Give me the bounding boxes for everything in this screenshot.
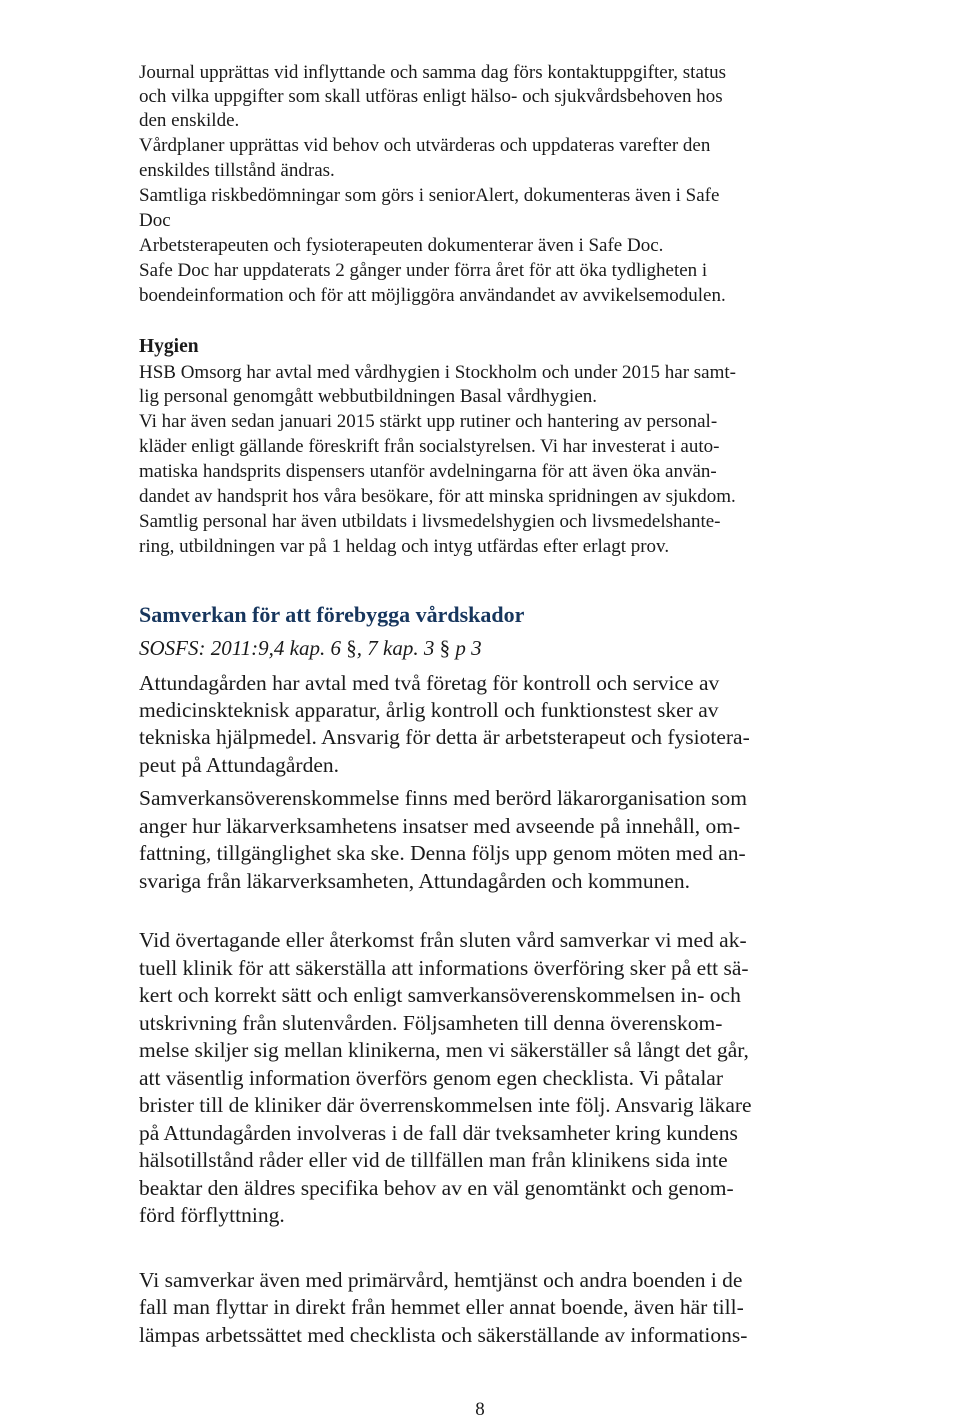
text-line: tekniska hjälpmedel. Ansvarig för detta är arbetsterapeut och fysiotera- xyxy=(139,725,750,749)
text-line: kert och korrekt sätt och enligt samverkansöverenskommelsen in- och xyxy=(139,983,741,1007)
text-line: lämpas arbetssättet med checklista och säkerställande av informations- xyxy=(139,1323,748,1347)
regulation-reference xyxy=(139,635,482,662)
text-line: peut på Attundagården. xyxy=(139,753,340,777)
paragraph-sign: § xyxy=(439,636,451,660)
text-line: medicinskteknisk apparatur, årlig kontroll och funktionstest sker av xyxy=(139,698,719,722)
text-line: utskrivning från slutenvården. Följsamheten till denna överenskom- xyxy=(139,1011,723,1035)
reference-text: SOSFS: 2011:9,4 kap. 6 xyxy=(139,636,347,660)
text-line: Vårdplaner upprättas vid behov och utvärderas och uppdateras varefter den xyxy=(139,135,711,156)
text-line: lig personal genomgått webbutbildningen Basal vårdhygien. xyxy=(139,386,598,407)
text-line: kläder enligt gällande föreskrift från socialstyrelsen. Vi har investerat i auto- xyxy=(139,436,720,457)
text-line: enskildes tillstånd ändras. xyxy=(139,160,335,181)
text-line: HSB Omsorg har avtal med vårdhygien i Stockholm och under 2015 har samt- xyxy=(139,362,736,383)
text-line: boendeinformation och för att möjliggöra användandet av avvikelsemodulen. xyxy=(139,285,726,306)
text-line: Samverkansöverenskommelse finns med berörd läkarorganisation som xyxy=(139,786,748,810)
text-line: melse skiljer sig mellan klinikerna, men vi säkerställer så långt det går, xyxy=(139,1038,749,1062)
text-line: tuell klinik för att säkerställa att informations överföring sker på ett sä- xyxy=(139,956,749,980)
text-line: på Attundagården involveras i de fall där tveksamheter kring kundens xyxy=(139,1121,738,1145)
text-line: hälsotillstånd råder eller vid de tillfällen man från klinikens sida inte xyxy=(139,1148,728,1172)
text-line: och vilka uppgifter som skall utföras enligt hälso- och sjukvårdsbehoven hos xyxy=(139,86,723,107)
reference-text: p 3 xyxy=(450,636,482,660)
reference-text: , 7 kap. 3 xyxy=(356,636,440,660)
text-line: beaktar den äldres specifika behov av en väl genomtänkt och genom- xyxy=(139,1176,734,1200)
text-line: dandet av handsprit hos våra besökare, för att minska spridningen av sjukdom. xyxy=(139,486,736,507)
text-line: fall man flyttar in direkt från hemmet eller annat boende, även här till- xyxy=(139,1295,744,1319)
text-line: svariga från läkarverksamheten, Attundagården och kommunen. xyxy=(139,869,691,893)
text-line: fattning, tillgänglighet ska ske. Denna följs upp genom möten med an- xyxy=(139,841,746,865)
text-line: ring, utbildningen var på 1 heldag och intyg utfärdas efter erlagt prov. xyxy=(139,536,670,557)
text-line: Samtliga riskbedömningar som görs i seniorAlert, dokumenteras även i Safe xyxy=(139,185,720,206)
text-line: Journal upprättas vid inflyttande och samma dag förs kontaktuppgifter, status xyxy=(139,62,727,83)
text-line: anger hur läkarverksamhetens insatser med avseende på innehåll, om- xyxy=(139,814,741,838)
text-line: Vi samverkar även med primärvård, hemtjänst och andra boenden i de xyxy=(139,1268,743,1292)
text-line: matiska handsprits dispensers utanför avdelningarna för att även öka använ- xyxy=(139,461,717,482)
text-line: Vid övertagande eller återkomst från sluten vård samverkar vi med ak- xyxy=(139,928,747,952)
text-line: Vi har även sedan januari 2015 stärkt upp rutiner och hantering av personal- xyxy=(139,411,718,432)
hygien-heading: Hygien xyxy=(139,336,199,357)
text-line: Doc xyxy=(139,210,171,231)
text-line: Arbetsterapeuten och fysioterapeuten dokumenterar även i Safe Doc. xyxy=(139,235,664,256)
text-line: förd förflyttning. xyxy=(139,1203,285,1227)
text-line: att väsentlig information överförs genom egen checklista. Vi påtalar xyxy=(139,1066,723,1090)
text-line: Attundagården har avtal med två företag för kontroll och service av xyxy=(139,671,720,695)
samverkan-heading: Samverkan för att förebygga vårdskador xyxy=(139,602,525,627)
text-line: Samtlig personal har även utbildats i livsmedelshygien och livsmedelshante- xyxy=(139,511,721,532)
page-number: 8 xyxy=(475,1399,485,1420)
text-line: brister till de kliniker där överrenskommelsen inte följ. Ansvarig läkare xyxy=(139,1093,752,1117)
text-line: den enskilde. xyxy=(139,110,240,131)
paragraph-sign: § xyxy=(346,636,357,660)
text-line: Safe Doc har uppdaterats 2 gånger under förra året för att öka tydligheten i xyxy=(139,260,708,281)
